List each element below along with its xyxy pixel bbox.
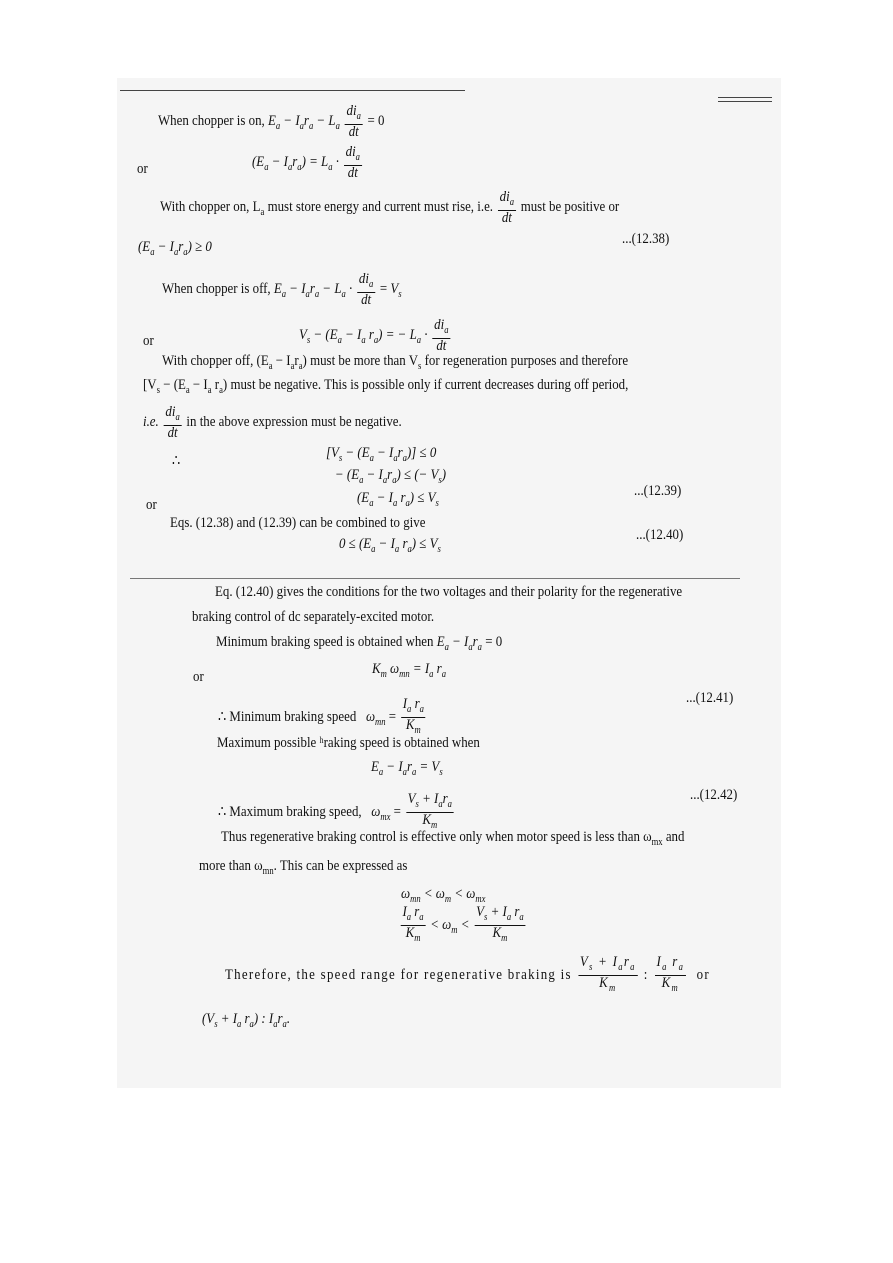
or-label-2: or — [143, 333, 154, 349]
max-speed-line: Maximum possible ʰraking speed is obtained when — [217, 735, 480, 751]
inequality-3: ($E_a - I_a$ $r_a) \le V_s$ — [357, 490, 439, 509]
eq-number-1238: ...(12.38) — [622, 231, 670, 247]
combined-line: Eqs. (12.38) and (12.39) can be combined to give — [170, 515, 426, 531]
equation-2: $(E_a - I_ar_a) = L_a$ · $\frac{di_a}{dt}$ — [252, 144, 360, 181]
paragraph-2-line-2: braking control of dc separately-excited motor. — [192, 609, 435, 625]
max-speed-formula: ∴ Maximum braking speed, $\omega_{mx}$ = $\frac{V_s + I_ar_a}{K_m}$ — [218, 791, 452, 831]
speed-inequality: $\omega_{mn} < \omega_m < \omega_{mx}$ — [401, 886, 486, 905]
eq-number-1241: ...(12.41) — [686, 690, 734, 706]
min-speed-formula: ∴ Minimum braking speed $\omega_{mn}$ = $\frac{I_a r_a}{K_m}$ — [218, 696, 424, 736]
scan-fold-line — [130, 578, 740, 579]
speed-inequality-expanded: $\frac{I_a r_a}{K_m}$ < $\omega_m$ < $\frac{V_s + I_a r_a}{K_m}$ — [402, 904, 524, 944]
max-speed-equation: $E_a - I_ar_a = V_s$ — [371, 759, 443, 778]
inequality-1: $[V_s - (E_a - I_ar_a)] \le 0$ — [326, 445, 437, 464]
top-rule — [120, 90, 465, 91]
chopper-off-explain: With chopper off, $(E_a - I_ar_a)$ must be more than $V_s$ for regeneration purposes and therefore — [162, 353, 629, 372]
chopper-off-line: When chopper is off, $E_a - I_ar_a - L_a$ · $\frac{di_a}{dt}$ = $V_s$ — [162, 271, 402, 308]
top-right-rule — [718, 97, 772, 98]
ie-line: i.e. $\frac{di_a}{dt}$ in the above expression must be negative. — [143, 404, 402, 441]
min-speed-equation: $K_m$ $\omega_{mn} = I_a$ $r_a$ — [372, 661, 447, 680]
chopper-on-line: When chopper is on, $E_a - I_ar_a - L_a$ $\frac{di_a}{dt}$ = 0 — [158, 103, 385, 140]
eq-number-1240: ...(12.40) — [636, 527, 684, 543]
or-label-4: or — [193, 669, 204, 685]
negative-condition: [$V_s - (E_a - I_a$ $r_a$) must be negative. This is possible only if current decreases during off period, — [143, 377, 629, 396]
eq-number-1239: ...(12.39) — [634, 483, 682, 499]
thus-line: Thus regenerative braking control is effective only when motor speed is less than $\omega_{mx}$ and — [221, 829, 685, 848]
equation-7: $V_s - (E_a - I_a$ $r_a$) = − $L_a$ · $\frac{di_a}{dt}$ — [299, 317, 449, 354]
min-speed-line: Minimum braking speed is obtained when $E_a - I_ar_a = 0$ — [216, 634, 503, 653]
inequality-2: − $(E_a - I_ar_a)$ ≤ (− $V_s$) — [335, 467, 447, 486]
or-label-1: or — [137, 161, 148, 177]
final-ratio: ($V_s + I_a$ $r_a$) : $I_ar_a$. — [202, 1011, 291, 1030]
speed-range-line: Therefore, the speed range for regenerative braking is $\frac{V_s + I_ar_a}{K_m}$ : $\frac{I_a r_a}{K_m}$ or — [225, 954, 710, 994]
paragraph-2-line-1: Eq. (12.40) gives the conditions for the two voltages and their polarity for the regenerative — [215, 584, 683, 600]
top-right-rule-2 — [718, 101, 772, 102]
therefore-symbol: ∴ — [172, 453, 181, 469]
chopper-on-explain: With chopper on, $L_a$ must store energy and current must rise, i.e. $\frac{di_a}{dt}$ must be positive or — [160, 189, 620, 226]
condition-1238: $(E_a - I_ar_a) \ge 0$ — [138, 239, 212, 258]
combined-inequality: $0 \le (E_a - I_a$ $r_a) \le V_s$ — [339, 536, 441, 555]
more-than-line: more than $\omega_{mn}$. This can be expressed as — [199, 858, 408, 877]
or-label-3: or — [146, 497, 157, 513]
eq-number-1242: ...(12.42) — [690, 787, 738, 803]
